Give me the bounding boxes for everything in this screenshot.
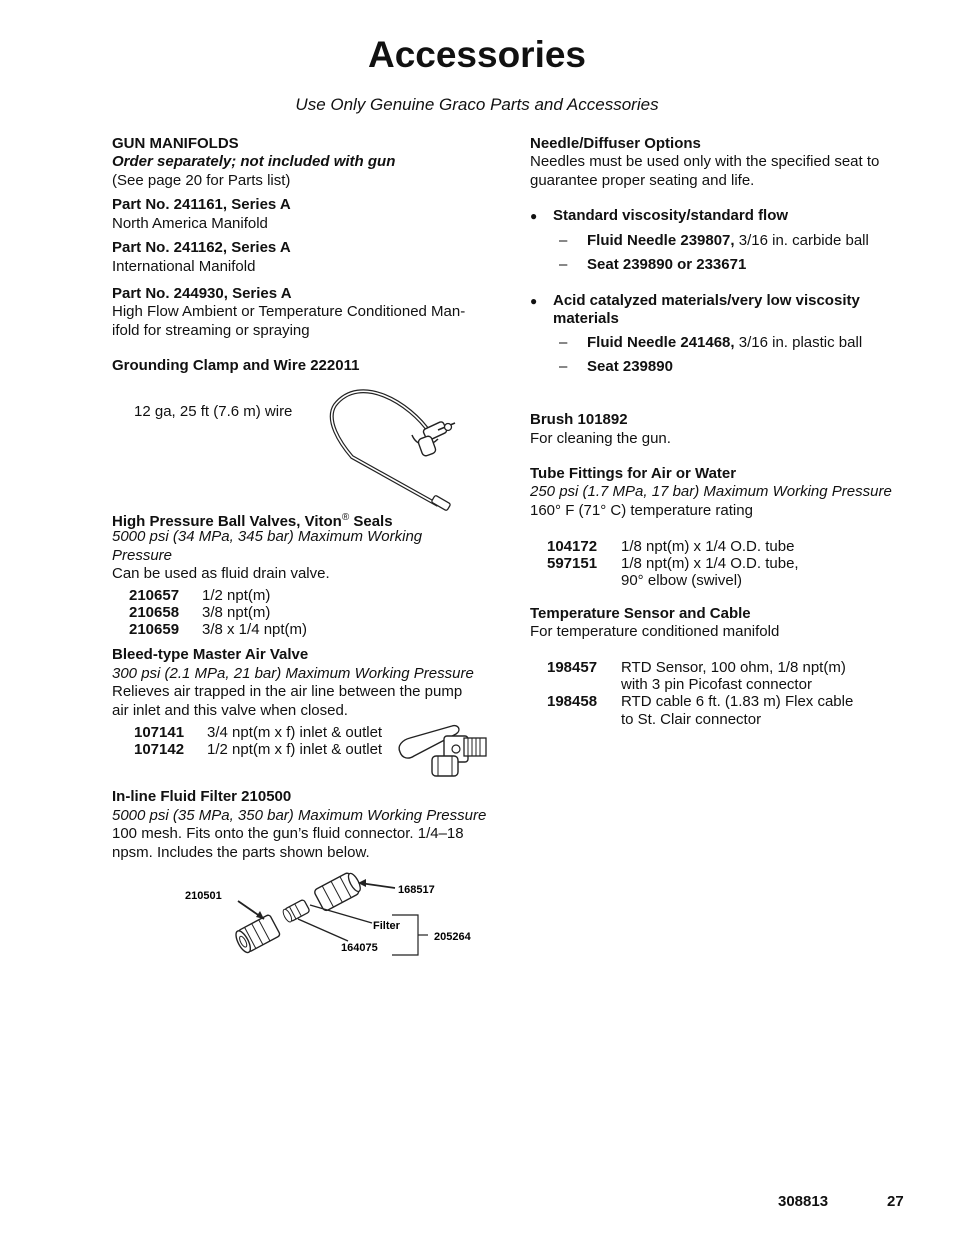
list-item: 210659 3/8 x 1/4 npt(m): [129, 621, 308, 638]
filter-desc-1: 100 mesh. Fits onto the gun’s fluid connector. 1/4–18: [112, 825, 464, 842]
callout-168517: 168517: [398, 884, 435, 896]
filter-exploded-diagram: [180, 865, 480, 965]
manifold-desc-3a: High Flow Ambient or Temperature Conditioned Man-: [112, 303, 466, 320]
bleed-valve-heading: Bleed-type Master Air Valve: [112, 646, 309, 663]
needle-group-1-label: Standard viscosity/standard flow: [553, 207, 789, 224]
tube-pressure: 250 psi (1.7 MPa, 17 bar) Maximum Working Pressure: [530, 483, 892, 500]
filter-heading: In-line Fluid Filter 210500: [112, 788, 292, 805]
document-number: 308813: [778, 1193, 829, 1210]
bleed-valve-desc-2: air inlet and this valve when closed.: [112, 702, 348, 719]
list-item-cont: to St. Clair connector: [621, 711, 762, 728]
needle-group-2-needle: Fluid Needle 241468, 3/16 in. plastic ball: [587, 334, 863, 351]
bleed-valve-illustration: [394, 718, 494, 780]
page-subtitle: Use Only Genuine Graco Parts and Accessories: [295, 95, 659, 114]
filter-pressure: 5000 psi (35 MPa, 350 bar) Maximum Working Pressure: [112, 807, 487, 824]
callout-210501: 210501: [185, 890, 222, 902]
needle-heading: Needle/Diffuser Options: [530, 135, 701, 152]
list-item: 210658 3/8 npt(m): [129, 604, 271, 621]
gun-manifolds-see: (See page 20 for Parts list): [112, 172, 291, 189]
bullet-icon: ●: [530, 294, 538, 308]
brush-desc: For cleaning the gun.: [530, 430, 671, 447]
needle-desc-2: guarantee proper seating and life.: [530, 172, 755, 189]
ball-valves-note: Can be used as fluid drain valve.: [112, 565, 330, 582]
needle-group-1-seat: Seat 239890 or 233671: [587, 256, 747, 273]
manifold-desc-1: North America Manifold: [112, 215, 268, 232]
list-item: 104172 1/8 npt(m) x 1/4 O.D. tube: [547, 538, 795, 555]
grounding-wire-desc: 12 ga, 25 ft (7.6 m) wire: [134, 403, 293, 420]
bullet-icon: ●: [530, 209, 538, 223]
list-item: 198457 RTD Sensor, 100 ohm, 1/8 npt(m): [547, 659, 846, 676]
needle-group-2-label-2: materials: [553, 310, 619, 327]
ball-valves-heading: High Pressure Ball Valves, Viton® Seals: [112, 512, 393, 530]
tube-heading: Tube Fittings for Air or Water: [530, 465, 737, 482]
page-number: 27: [887, 1193, 904, 1210]
manifold-part-3: Part No. 244930, Series A: [112, 285, 292, 302]
gun-manifolds-heading: GUN MANIFOLDS: [112, 135, 239, 152]
list-item: 210657 1/2 npt(m): [129, 587, 271, 604]
dash-icon: –: [559, 358, 568, 375]
sensor-desc: For temperature conditioned manifold: [530, 623, 780, 640]
dash-icon: –: [559, 334, 568, 351]
needle-group-2-seat: Seat 239890: [587, 358, 673, 375]
manifold-part-2: Part No. 241162, Series A: [112, 239, 291, 256]
list-item-cont: with 3 pin Picofast connector: [621, 676, 812, 693]
filter-desc-2: npsm. Includes the parts shown below.: [112, 844, 370, 861]
brush-heading: Brush 101892: [530, 411, 628, 428]
needle-group-2-label-1: Acid catalyzed materials/very low viscosity: [553, 292, 860, 309]
callout-filter: Filter: [373, 920, 400, 932]
dash-icon: –: [559, 256, 568, 273]
bleed-valve-pressure: 300 psi (2.1 MPa, 21 bar) Maximum Working Pressure: [112, 665, 474, 682]
ball-valves-pressure-1: 5000 psi (34 MPa, 345 bar) Maximum Working: [112, 528, 423, 545]
sensor-heading: Temperature Sensor and Cable: [530, 605, 751, 622]
tube-temp: 160° F (71° C) temperature rating: [530, 502, 753, 519]
manifold-desc-3b: ifold for streaming or spraying: [112, 322, 310, 339]
dash-icon: –: [559, 232, 568, 249]
ball-valves-pressure-2: Pressure: [112, 547, 173, 564]
page-title: Accessories: [367, 34, 587, 75]
needle-desc-1: Needles must be used only with the specified seat to: [530, 153, 880, 170]
list-item: 107141 3/4 npt(m x f) inlet & outlet: [134, 724, 383, 741]
needle-group-1-needle: Fluid Needle 239807, 3/16 in. carbide ball: [587, 232, 869, 249]
manifold-part-1: Part No. 241161, Series A: [112, 196, 291, 213]
grounding-heading: Grounding Clamp and Wire 222011: [112, 357, 360, 374]
list-item-cont: 90° elbow (swivel): [621, 572, 743, 589]
callout-205264: 205264: [434, 931, 471, 943]
list-item: 198458 RTD cable 6 ft. (1.83 m) Flex cable: [547, 693, 854, 710]
manifold-desc-2: International Manifold: [112, 258, 256, 275]
gun-manifolds-note: Order separately; not included with gun: [112, 153, 396, 170]
list-item: 107142 1/2 npt(m x f) inlet & outlet: [134, 741, 383, 758]
bleed-valve-desc-1: Relieves air trapped in the air line between the pump: [112, 683, 463, 700]
grounding-clamp-illustration: [320, 375, 470, 515]
list-item: 597151 1/8 npt(m) x 1/4 O.D. tube,: [547, 555, 799, 572]
callout-164075: 164075: [341, 942, 378, 954]
